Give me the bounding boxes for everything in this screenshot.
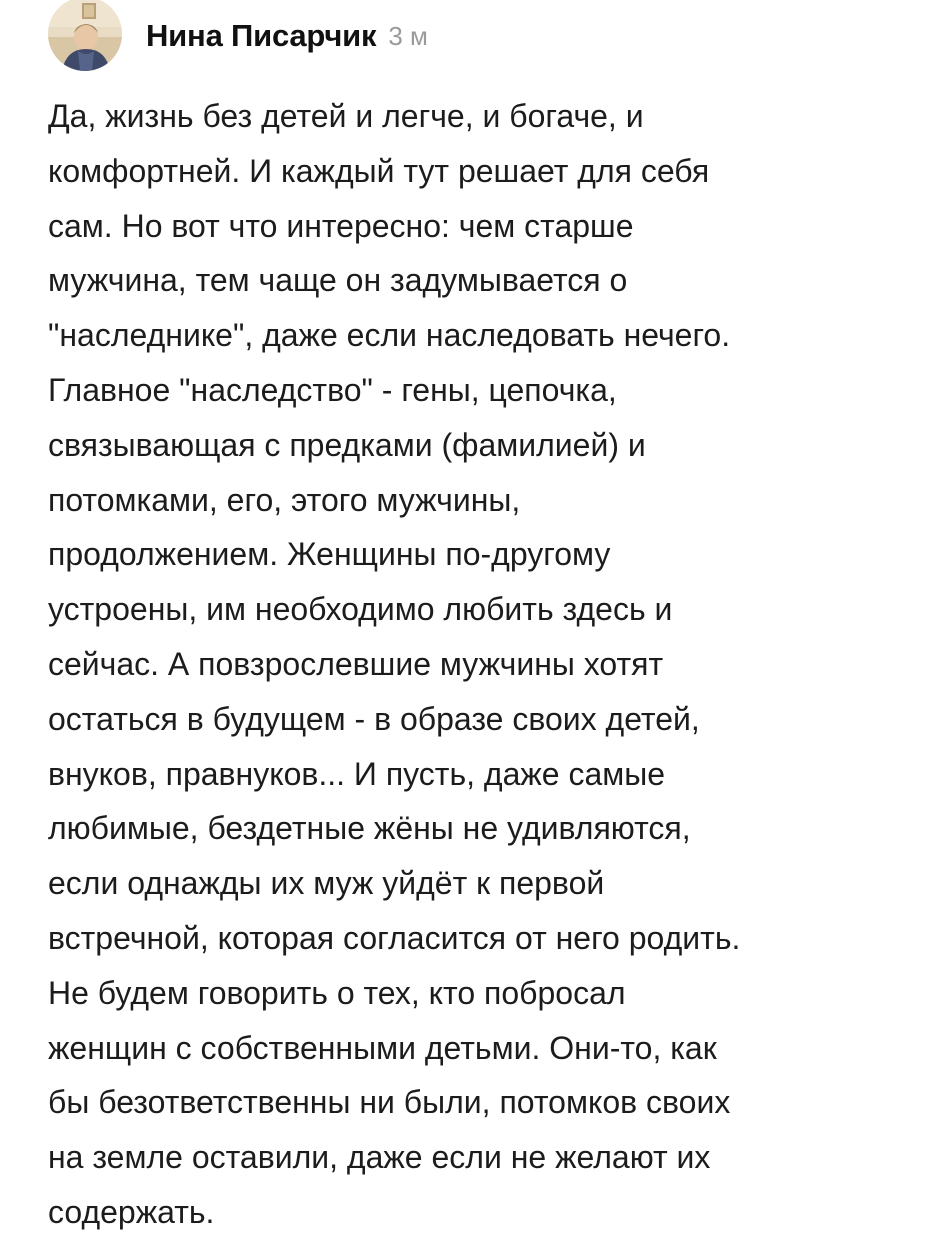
comment-line: встречной, которая согласится от него родить.	[48, 919, 741, 956]
comment-line: если однажды их муж уйдёт к первой	[48, 865, 605, 902]
comment-line: содержать.	[48, 1193, 215, 1230]
comment-line: любимые, бездетные жёны не удивляются,	[48, 810, 691, 847]
comment-line: устроены, им необходимо любить здесь и	[48, 591, 673, 628]
comment-line: сейчас. А повзрослевшие мужчины хотят	[48, 645, 664, 682]
comment-line: комфортней. И каждый тут решает для себя	[48, 152, 710, 189]
comment-line: Да, жизнь без детей и легче, и богаче, и	[48, 98, 644, 134]
comment-line: связывающая с предками (фамилией) и	[48, 426, 646, 463]
comment-line: Главное "наследство" - гены, цепочка,	[48, 371, 617, 408]
comment-timestamp: 3 м	[388, 20, 428, 51]
comment-line: сам. Но вот что интересно: чем старше	[48, 207, 634, 244]
avatar[interactable]	[48, 0, 122, 71]
comment-line: на земле оставили, даже если не желают их	[48, 1139, 711, 1176]
comment-line: потомками, его, этого мужчины,	[48, 481, 521, 518]
comment-line: внуков, правнуков... И пусть, даже самые	[48, 755, 666, 792]
comment-line: мужчина, тем чаще он задумывается о	[48, 262, 628, 299]
author-name[interactable]: Нина Писарчик	[146, 18, 377, 53]
comment-header	[48, 0, 428, 72]
avatar-photo	[48, 0, 122, 71]
comment-line: "наследнике", даже если наследовать нечего.	[48, 317, 731, 354]
comment-line: женщин с собственными детьми. Они-то, как	[48, 1029, 717, 1066]
comment-line: остаться в будущем - в образе своих детей,	[48, 700, 700, 737]
comment-line: Не будем говорить о тех, кто побросал	[48, 974, 626, 1011]
comment-line: продолжением. Женщины по-другому	[48, 536, 611, 573]
comment-line: бы безответственны ни были, потомков своих	[48, 1084, 731, 1121]
comment-text	[48, 89, 908, 1240]
